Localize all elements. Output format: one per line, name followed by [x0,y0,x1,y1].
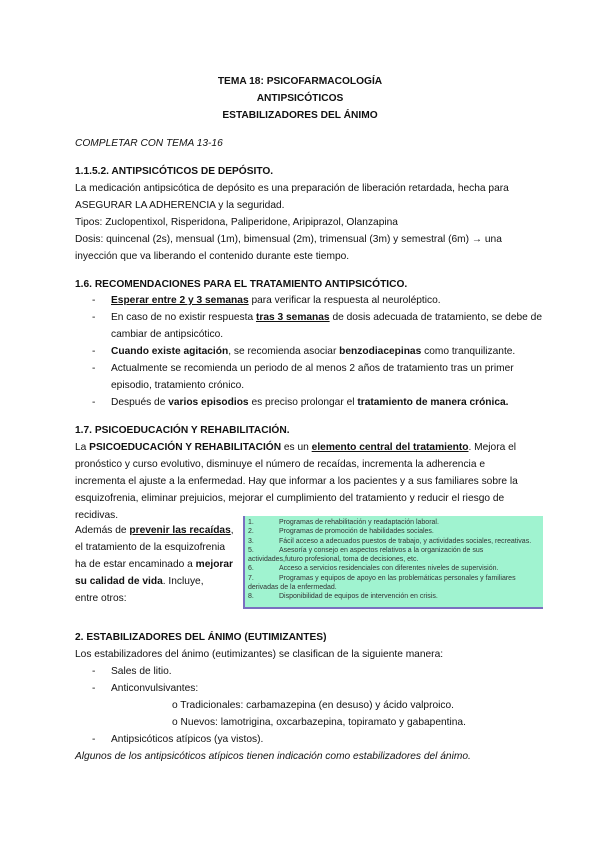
item-number: 2. [248,528,254,536]
item-number: 3. [248,537,254,545]
section-heading: 2. ESTABILIZADORES DEL ÁNIMO (EUTIMIZANTES) [75,632,327,643]
text: ha de estar encaminado a [75,559,196,570]
list-item: Sales de litio. [111,666,172,677]
text: como tranquilizante. [421,346,516,357]
text: de dosis adecuada de tratamiento, se debe de [329,312,542,323]
bullet-dash: - [92,734,96,745]
bullet-dash: - [92,295,96,306]
title-line: ANTIPSICÓTICOS [256,93,344,104]
section-heading: 1.6. RECOMENDACIONES PARA EL TRATAMIENTO ANTIPSICÓTICO. [75,279,408,290]
emphasis: tras 3 semanas [255,312,330,323]
item-number: 1. [248,519,254,526]
emphasis: elemento central del tratamiento [311,442,469,453]
program-item [245,537,543,546]
text: para verificar la respuesta al neuroléptico. [248,295,441,306]
item-number: 7. [248,574,254,582]
item-text: Programas y equipos de apoyo en las problemáticas personales y familiares [279,574,516,582]
text: , [230,525,234,536]
emphasis: varios episodios [168,397,249,408]
program-item [245,518,543,527]
paragraph-line: Dosis: quincenal (2s), mensual (1m), bimensual (2m), trimensual (3m) y semestral (6m) → una [75,234,502,245]
paragraph-line: esquizofrenia, eliminar prejuicios, mejorar el cumplimiento del tratamiento y reducir el riesgo de [75,493,505,504]
title-line: TEMA 18: PSICOFARMACOLOGÍA [217,76,383,87]
sub-list-item: o Tradicionales: carbamazepina (en desuso) y ácido valproico. [172,700,455,711]
item-text: Asesoría y consejo en aspectos relativos a la organización de sus [279,546,484,554]
program-item [245,592,543,601]
text: Después de [111,397,169,408]
program-item [245,546,543,565]
emphasis: su calidad de vida [75,576,163,587]
item-number: 8. [248,593,254,601]
emphasis: prevenir las recaídas [129,525,231,536]
item-text: actividades,futuro profesional, toma de decisiones, etc. [248,556,419,564]
text: es un [281,442,312,453]
paragraph-line: incrementa el ajuste a la enfermedad. Hay que informar a los pacientes y a sus familiares sobre la [75,476,518,487]
emphasis: benzodiacepinas [339,346,422,357]
text: el tratamiento de la esquizofrenia [75,542,226,553]
item-text: derivadas de la enfermedad. [248,584,337,592]
bullet-dash: - [92,346,96,357]
text: es preciso prolongar el [248,397,358,408]
text: cambiar de antipsicótico. [111,329,224,340]
section-heading: 1.7. PSICOEDUCACIÓN Y REHABILITACIÓN. [75,425,290,436]
text: Actualmente se recomienda un periodo de al menos 2 años de tratamiento tras un primer [111,363,514,374]
item-text: Programas de promoción de habilidades sociales. [279,528,434,536]
bullet-dash: - [92,397,96,408]
text: , se recomienda asociar [228,346,340,357]
item-text: Disponibilidad de equipos de intervención en crisis. [279,593,438,601]
paragraph-line: La medicación antipsicótica de depósito es una preparación de liberación retardada, hecha para [75,183,509,194]
emphasis: tratamiento de manera crónica. [357,397,509,408]
section-heading: 1.1.5.2. ANTIPSICÓTICOS DE DEPÓSITO. [75,166,274,177]
program-item [245,574,543,593]
paragraph-line: Tipos: Zuclopentixol, Risperidona, Paliperidone, Aripiprazol, Olanzapina [75,217,398,228]
list-item: Antipsicóticos atípicos (ya vistos). [111,734,264,745]
item-number: 5. [248,546,254,554]
list-item: Anticonvulsivantes: [111,683,199,694]
text: entre otros: [75,593,127,604]
sub-list-item: o Nuevos: lamotrigina, oxcarbazepina, topiramato y gabapentina. [172,717,466,728]
text: En caso de no existir respuesta [111,312,256,323]
title-line: ESTABILIZADORES DEL ÁNIMO [222,110,378,121]
bullet-dash: - [92,312,96,323]
emphasis: Esperar entre 2 y 3 semanas [111,295,249,306]
item-number: 6. [248,565,254,573]
item-text: Programas de rehabilitación y readaptación laboral. [279,519,439,526]
note: Algunos de los antipsicóticos atípicos tienen indicación como estabilizadores del ánimo. [75,751,471,762]
program-item [245,564,543,573]
emphasis: mejorar [195,559,234,570]
note: COMPLETAR CON TEMA 13-16 [75,138,223,149]
text: . Incluye, [162,576,204,587]
bullet-dash: - [92,666,96,677]
program-item [245,527,543,536]
paragraph-line: recidivas. [75,510,119,521]
item-text: Fácil acceso a adecuados puestos de trabajo, y actividades sociales, recreativas. [279,537,532,545]
paragraph-line: Los estabilizadores del ánimo (eutimizantes) se clasifican de la siguiente manera: [75,649,444,660]
text: Además de [75,525,130,536]
text: . Mejora el [468,442,517,453]
paragraph-line: ASEGURAR LA ADHERENCIA y la seguridad. [75,200,285,211]
paragraph-line: pronóstico y curso evolutivo, disminuye el número de recaídas, incrementa la adherencia e [75,459,485,470]
emphasis: Cuando existe agitación [111,346,229,357]
bullet-dash: - [92,683,96,694]
emphasis: PSICOEDUCACIÓN Y REHABILITACIÓN [89,442,282,453]
text: episodio, tratamiento crónico. [111,380,245,391]
item-text: Acceso a servicios residenciales con diferentes niveles de supervisión. [279,565,499,573]
paragraph-line: inyección que va liberando el contenido durante este tiempo. [75,251,350,262]
bullet-dash: - [92,363,96,374]
programs-box [243,516,543,609]
text: La [75,442,90,453]
